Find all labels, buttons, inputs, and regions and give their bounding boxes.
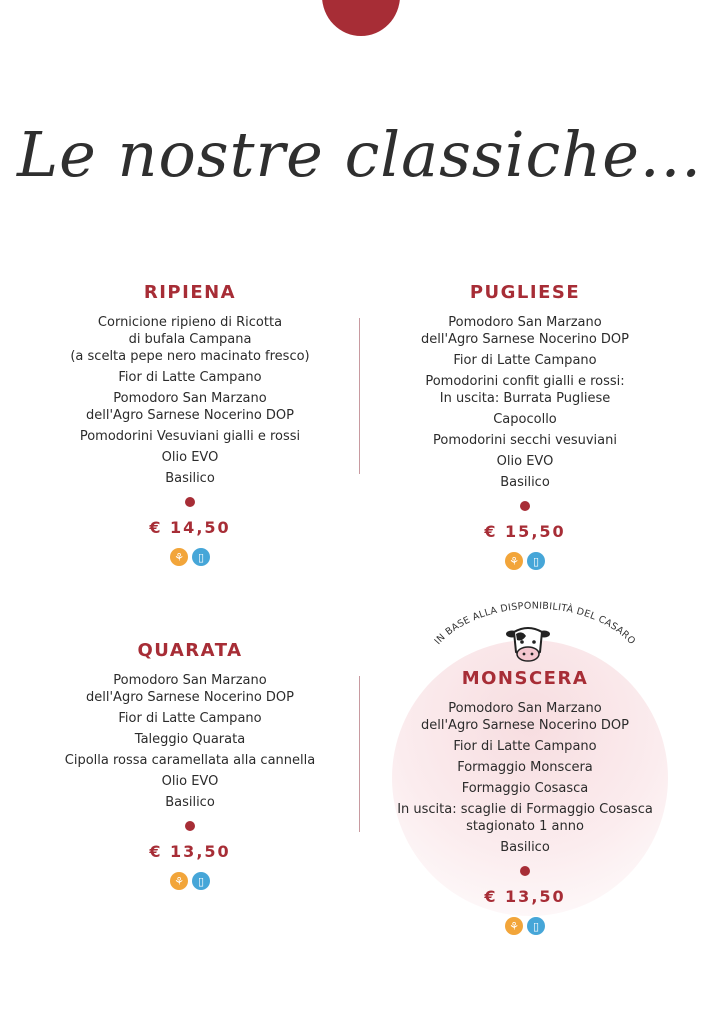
wheat-icon: ⚘ bbox=[505, 917, 523, 935]
ingredient-line bbox=[380, 411, 670, 428]
ingredient-text: Capocollo bbox=[493, 412, 557, 427]
ingredient-text: In uscita: Burrata Pugliese bbox=[439, 391, 611, 406]
ingredient-text: Pomodorini confit gialli e rossi: bbox=[425, 374, 625, 389]
ingredient-text: Fior di Latte Campano bbox=[453, 739, 597, 754]
wheat-icon: ⚘ bbox=[170, 548, 188, 566]
wheat-icon: ⚘ bbox=[170, 872, 188, 890]
ingredient-line bbox=[40, 428, 340, 445]
ingredient-text: Fior di Latte Campano bbox=[453, 353, 597, 368]
ingredient-text: dell'Agro Sarnese Nocerino DOP bbox=[86, 690, 294, 705]
ingredient-text: Formaggio Cosasca bbox=[461, 781, 589, 796]
ingredient-text: Olio EVO bbox=[161, 450, 219, 465]
ingredient-line bbox=[40, 794, 340, 811]
ingredient-text: Olio EVO bbox=[161, 774, 219, 789]
ingredient-text: Olio EVO bbox=[496, 454, 554, 469]
ingredient-line bbox=[380, 700, 670, 734]
ingredient-line bbox=[380, 738, 670, 755]
ingredient-text: Cipolla rossa caramellata alla cannella bbox=[64, 753, 316, 768]
casaro-banner-text: IN BASE ALLA DISPONIBILITÀ DEL CASARO bbox=[432, 600, 638, 648]
ingredient-text: stagionato 1 anno bbox=[466, 819, 584, 834]
pizza-card-ripiena bbox=[40, 282, 340, 566]
separator-dot bbox=[520, 866, 530, 876]
column-divider-bottom bbox=[359, 676, 360, 832]
ingredient-text: Taleggio Quarata bbox=[134, 732, 246, 747]
ingredient-line bbox=[380, 352, 670, 369]
ingredient-line bbox=[40, 672, 340, 706]
ingredient-text: Pomodorini Vesuviani gialli e rossi bbox=[79, 429, 301, 444]
pizza-card-pugliese bbox=[380, 282, 670, 570]
column-divider-top bbox=[359, 318, 360, 474]
ingredient-line bbox=[40, 369, 340, 386]
ingredient-text: Formaggio Monscera bbox=[457, 760, 593, 775]
milk-icon: ▯ bbox=[192, 548, 210, 566]
page-title: Le nostre classiche... bbox=[16, 118, 703, 191]
pizza-name: MONSCERA bbox=[461, 668, 589, 689]
allergen-icons bbox=[380, 917, 670, 935]
ingredient-line bbox=[40, 710, 340, 727]
ingredient-line bbox=[40, 731, 340, 748]
pizza-name: PUGLIESE bbox=[469, 282, 581, 303]
allergen-icons bbox=[380, 552, 670, 570]
ingredient-text: Pomodoro San Marzano bbox=[113, 391, 267, 406]
pizza-price: € 14,50 bbox=[149, 518, 231, 537]
ingredient-text: (a scelta pepe nero macinato fresco) bbox=[70, 349, 310, 364]
allergen-icons bbox=[40, 872, 340, 890]
ingredient-line bbox=[380, 839, 670, 856]
ingredient-line bbox=[380, 314, 670, 348]
milk-icon: ▯ bbox=[192, 872, 210, 890]
pizza-name: QUARATA bbox=[137, 640, 243, 661]
ingredient-text: Basilico bbox=[500, 840, 550, 855]
ingredient-text: dell'Agro Sarnese Nocerino DOP bbox=[421, 332, 629, 347]
ingredient-line bbox=[380, 759, 670, 776]
pizza-card-monscera bbox=[380, 668, 670, 935]
separator-dot bbox=[520, 501, 530, 511]
ingredient-line bbox=[380, 474, 670, 491]
ingredient-line bbox=[40, 314, 340, 365]
pizza-price: € 15,50 bbox=[484, 522, 566, 541]
ingredient-text: Pomodoro San Marzano bbox=[448, 701, 602, 716]
ingredient-line bbox=[40, 470, 340, 487]
ingredient-line bbox=[40, 773, 340, 790]
pizza-price: € 13,50 bbox=[149, 842, 231, 861]
allergen-icons bbox=[40, 548, 340, 566]
ingredient-text: Fior di Latte Campano bbox=[118, 370, 262, 385]
milk-icon: ▯ bbox=[527, 917, 545, 935]
ingredient-line bbox=[380, 432, 670, 449]
cow-icon bbox=[506, 622, 550, 666]
pizza-card-quarata bbox=[40, 640, 340, 890]
ingredient-text: dell'Agro Sarnese Nocerino DOP bbox=[86, 408, 294, 423]
separator-dot bbox=[185, 821, 195, 831]
ingredient-text: Fior di Latte Campano bbox=[118, 711, 262, 726]
separator-dot bbox=[185, 497, 195, 507]
pizza-price: € 13,50 bbox=[484, 887, 566, 906]
ingredient-text: dell'Agro Sarnese Nocerino DOP bbox=[421, 718, 629, 733]
ingredient-text: Pomodorini secchi vesuviani bbox=[433, 433, 617, 448]
ingredient-text: Basilico bbox=[165, 795, 215, 810]
milk-icon: ▯ bbox=[527, 552, 545, 570]
ingredient-text: Pomodoro San Marzano bbox=[448, 315, 602, 330]
ingredient-text: Basilico bbox=[165, 471, 215, 486]
ingredient-text: In uscita: scaglie di Formaggio Cosasca bbox=[397, 802, 653, 817]
ingredient-line bbox=[380, 373, 670, 407]
ingredient-line bbox=[380, 801, 670, 835]
ingredient-line bbox=[40, 390, 340, 424]
ingredient-text: Pomodoro San Marzano bbox=[113, 673, 267, 688]
top-decorative-circle bbox=[322, 0, 400, 36]
wheat-icon: ⚘ bbox=[505, 552, 523, 570]
ingredient-text: di bufala Campana bbox=[128, 332, 252, 347]
ingredient-line bbox=[40, 752, 340, 769]
ingredient-line bbox=[40, 449, 340, 466]
ingredient-line bbox=[380, 453, 670, 470]
ingredient-text: Basilico bbox=[500, 475, 550, 490]
pizza-name: RIPIENA bbox=[143, 282, 237, 303]
ingredient-line bbox=[380, 780, 670, 797]
ingredient-text: Cornicione ripieno di Ricotta bbox=[97, 315, 283, 330]
